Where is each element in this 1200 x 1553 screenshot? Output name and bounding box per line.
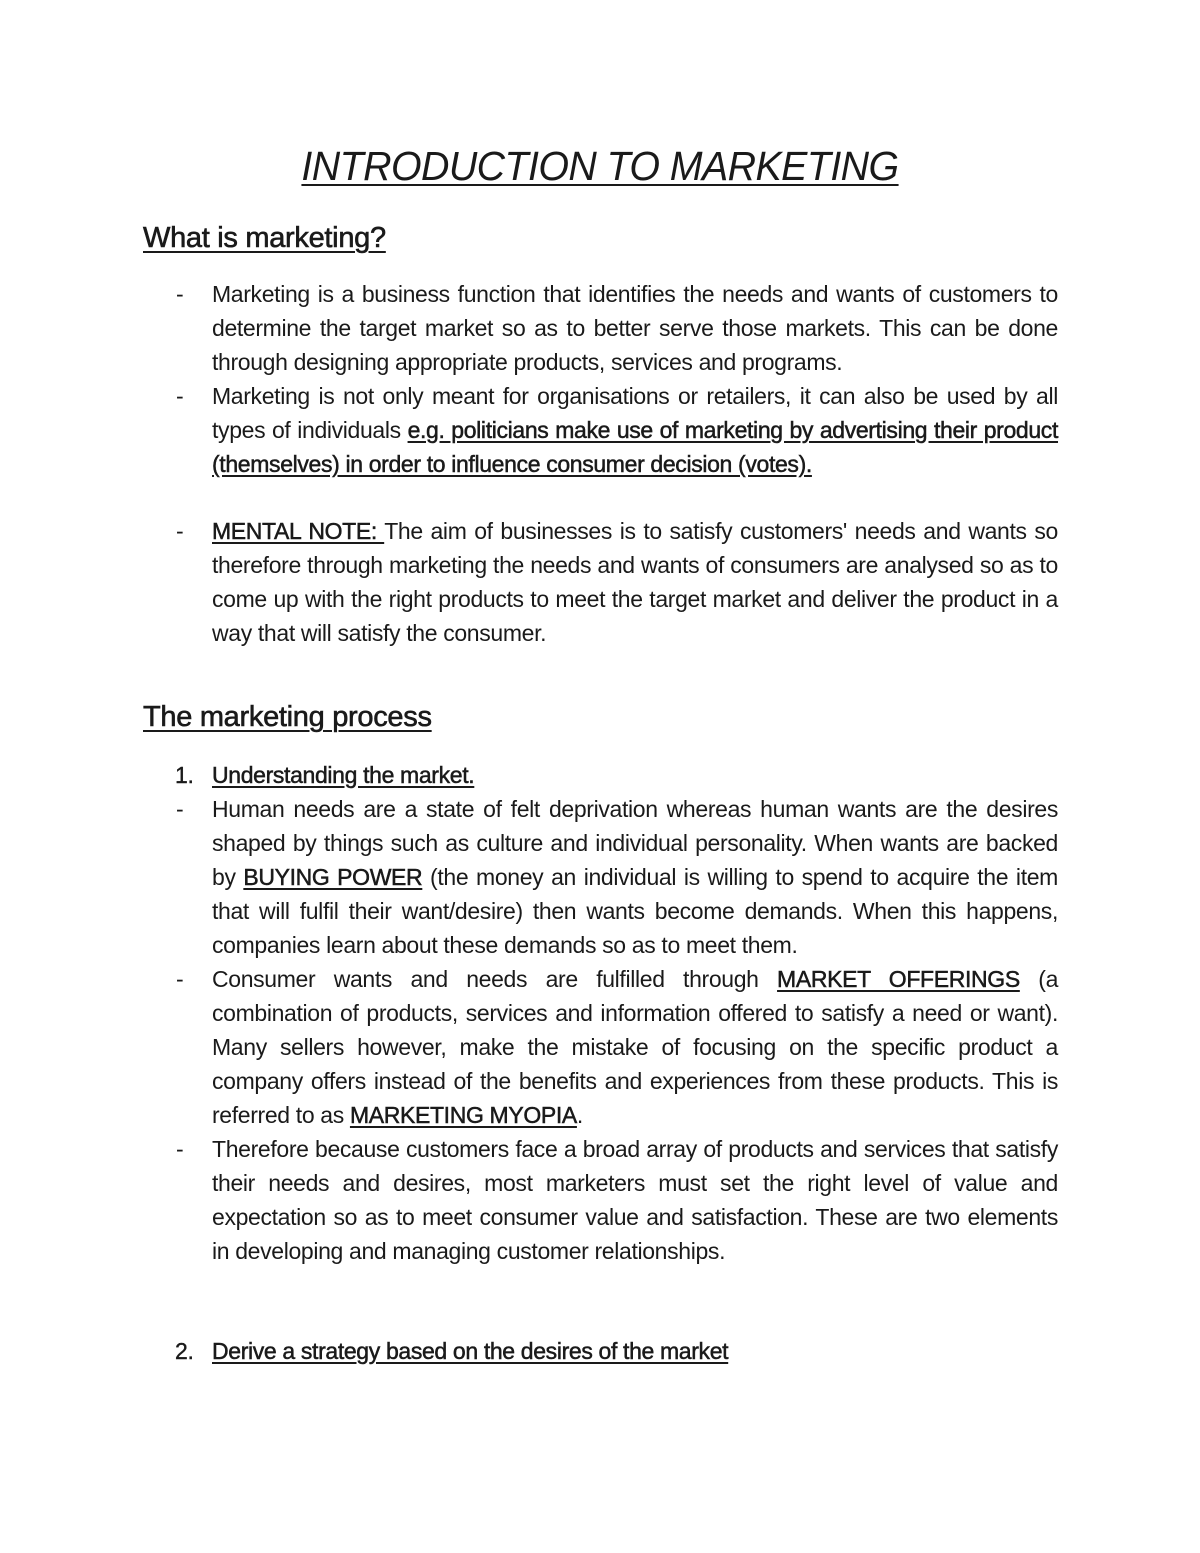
- term-market-offerings: MARKET OFFERINGS: [777, 966, 1020, 992]
- term-marketing-myopia: MARKETING MYOPIA: [349, 1102, 577, 1128]
- item-text: (a combination of products, services and information offered to satisfy a need or want). Many sellers however, make the mistake of focusing on the specific product a company offers instead of the benefits and experiences from these products. This is referred to as: [212, 966, 1059, 1128]
- list-item-value-expectation: [176, 1132, 1058, 1268]
- item-text: Marketing is not only meant for organisations or retailers, it can also be used by all types of individuals: [212, 383, 1058, 443]
- bullet-dash: -: [176, 966, 184, 992]
- item-text: Marketing is a business function that identifies the needs and wants of customers to determine the target market so as to better serve those markets. This can be done through designing appropriate products, services and programs.: [212, 281, 1058, 375]
- step-label: Understanding the market.: [212, 762, 475, 788]
- item-text: .: [576, 1102, 583, 1128]
- list-item-market-offerings: [176, 962, 1059, 1132]
- term-buying-power: BUYING POWER: [243, 864, 423, 890]
- step-number: 2.: [175, 1338, 194, 1364]
- bullet-dash: -: [176, 281, 184, 307]
- politicians-example: e.g. politicians make use of marketing by advertising their product (themselves) in order to influence consumer decision (votes).: [212, 417, 1059, 477]
- bullet-dash: -: [176, 383, 184, 409]
- step-label: Derive a strategy based on the desires of the market: [212, 1338, 729, 1364]
- step-understanding-market: [175, 758, 1058, 792]
- item-text: Therefore because customers face a broad array of products and services that satisfy their needs and desires, most marketers must set the right level of value and expectation so as to meet consumer value and satisfaction. These are two elements in developing and managing customer relationships.: [212, 1136, 1058, 1264]
- item-text: Human needs are a state of felt deprivation whereas human wants are the desires shaped by things such as culture and individual personality. When wants are backed by: [212, 796, 1058, 890]
- list-item-marketing-definition: [176, 277, 1058, 379]
- bullet-dash: -: [176, 1136, 184, 1162]
- item-text: Consumer wants and needs are fulfilled through: [212, 966, 778, 992]
- heading-marketing-process: The marketing process: [143, 701, 432, 733]
- bullet-dash: -: [176, 518, 184, 544]
- list-item-needs-wants: [176, 792, 1058, 962]
- step-derive-strategy: [175, 1334, 1058, 1368]
- step-number: 1.: [175, 762, 194, 788]
- item-text: The aim of businesses is to satisfy customers' needs and wants so therefore through marketing the needs and wants of consumers are analysed so as to come up with the right products to meet the target market and deliver the product in a way that will satisfy the consumer.: [212, 518, 1058, 646]
- mental-note-label: MENTAL NOTE:: [212, 518, 385, 544]
- document-title: INTRODUCTION TO MARKETING: [301, 143, 899, 189]
- heading-what-is-marketing: What is marketing?: [143, 222, 386, 254]
- bullet-dash: -: [176, 796, 184, 822]
- item-text: (the money an individual is willing to spend to acquire the item that will fulfil their want/desire) then wants become demands. When this happens, companies learn about these demands so as to meet them.: [212, 864, 1058, 958]
- list-item-marketing-individuals: [176, 379, 1059, 481]
- list-item-mental-note: [176, 514, 1058, 650]
